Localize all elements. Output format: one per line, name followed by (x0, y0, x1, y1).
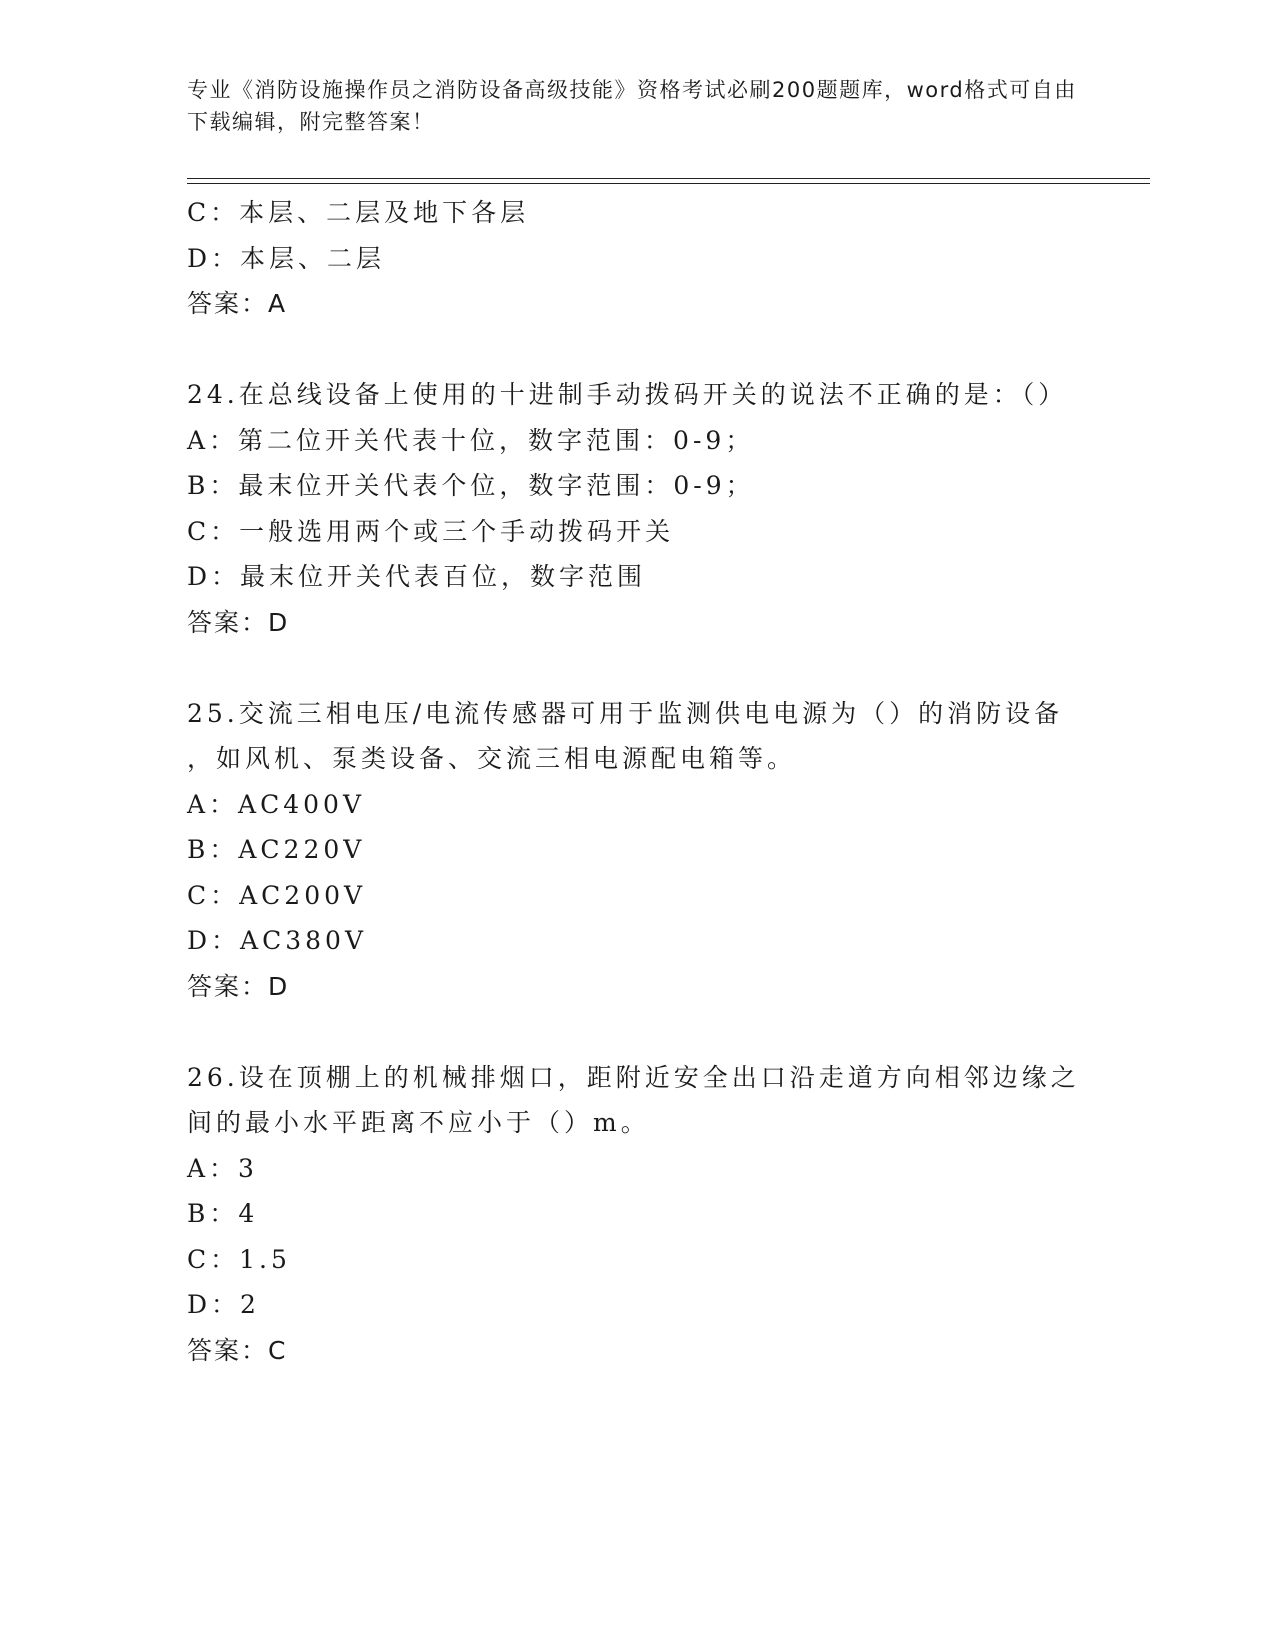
answer: 答案：D (187, 971, 290, 1001)
option-d: D：本层、二层 (187, 243, 386, 273)
option-b: B：AC220V (187, 835, 366, 864)
question-text-cont: 间的最小水平距离不应小于（）m。 (187, 1108, 650, 1137)
spacer (187, 645, 1087, 691)
option-c: C：AC200V (187, 880, 367, 910)
header-rule-bottom (187, 183, 1150, 184)
option-a: A：AC400V (187, 789, 366, 819)
option-d: D：2 (187, 1290, 260, 1319)
question-26 (187, 1055, 1087, 1374)
option-a: A：第二位开关代表十位，数字范围：0-9； (187, 425, 755, 455)
question-list (187, 190, 1087, 1373)
question-24 (187, 372, 1087, 645)
option-b: B：最末位开关代表个位，数字范围：0-9； (187, 471, 755, 500)
question-text: 24.在总线设备上使用的十进制手动拨码开关的说法不正确的是：（） (187, 380, 1068, 409)
header-rule-top (187, 178, 1150, 179)
question-text-cont: ，如风机、泵类设备、交流三相电源配电箱等。 (187, 744, 797, 773)
option-c: C：一般选用两个或三个手动拨码开关 (187, 516, 675, 546)
question-text: 26.设在顶棚上的机械排烟口，距附近安全出口沿走道方向相邻边缘之 (187, 1062, 1080, 1092)
answer: 答案：D (187, 607, 290, 637)
option-b: B：4 (187, 1199, 259, 1228)
option-c: C：1.5 (187, 1244, 291, 1274)
question-text: 25.交流三相电压/电流传感器可用于监测供电电源为（）的消防设备 (187, 698, 1064, 728)
answer: 答案：C (187, 1335, 288, 1365)
option-a: A：3 (187, 1153, 258, 1183)
question-25 (187, 691, 1087, 1010)
spacer (187, 327, 1087, 373)
option-c: C：本层、二层及地下各层 (187, 198, 530, 227)
answer: 答案：A (187, 289, 288, 318)
spacer (187, 1009, 1087, 1055)
document-header: 专业《消防设施操作员之消防设备高级技能》资格考试必刷200题题库，word格式可自由下载编辑，附完整答案！ (187, 78, 1077, 134)
option-d: D：最末位开关代表百位，数字范围 (187, 562, 647, 591)
prev-question-block (187, 190, 1087, 327)
option-d: D：AC380V (187, 926, 367, 955)
